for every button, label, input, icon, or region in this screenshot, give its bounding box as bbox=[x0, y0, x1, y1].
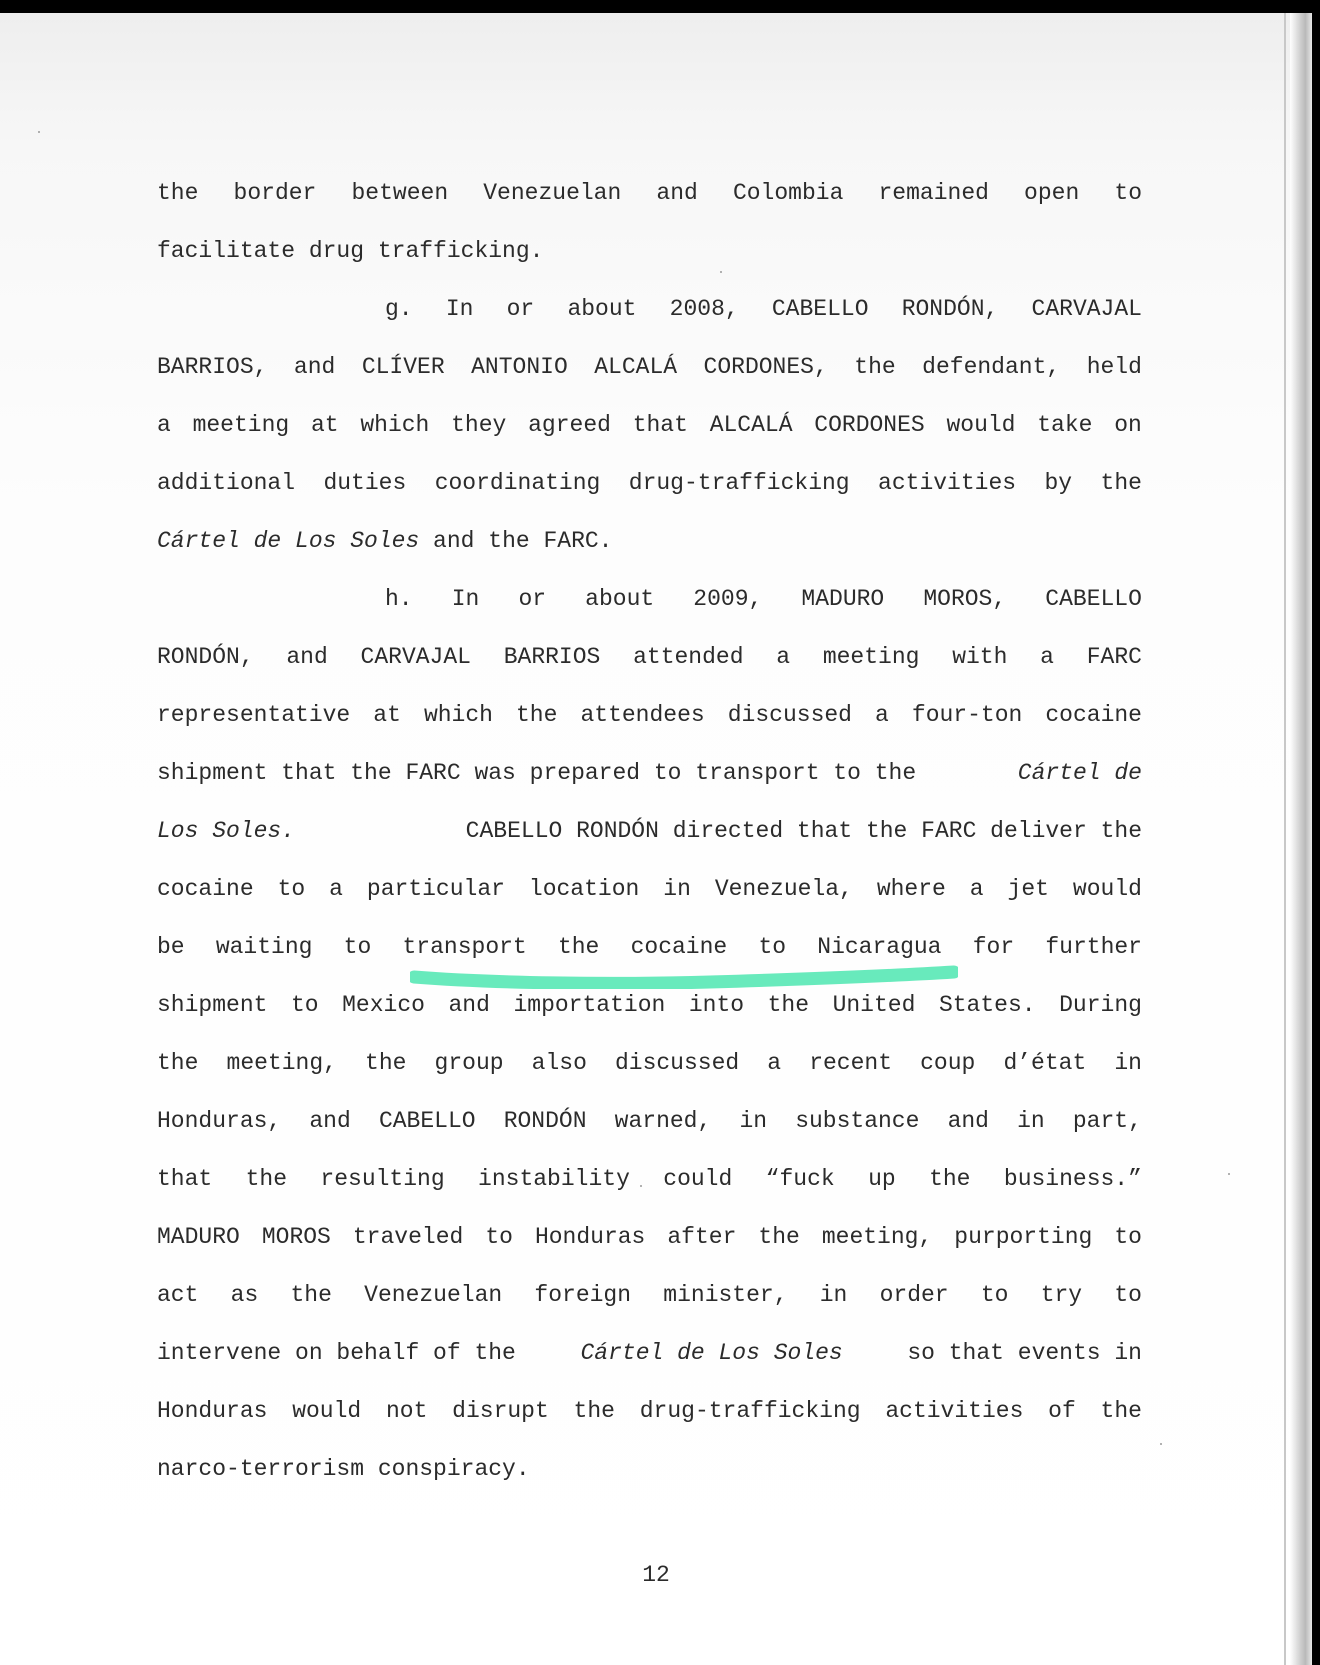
word: United bbox=[832, 992, 916, 1018]
word: in bbox=[819, 1282, 848, 1308]
word: warned, bbox=[614, 1108, 712, 1134]
word: take bbox=[1037, 412, 1093, 438]
italic-segment: Cártel de Los Soles bbox=[580, 1340, 843, 1366]
word: importation bbox=[513, 992, 666, 1018]
italic-segment: Cártel de bbox=[1017, 760, 1142, 786]
word: would bbox=[946, 412, 1016, 438]
scan-speck bbox=[720, 271, 722, 273]
word: coordinating bbox=[434, 470, 601, 496]
word: at bbox=[373, 702, 401, 728]
word: Mexico bbox=[342, 992, 425, 1018]
word: CORDONES bbox=[814, 412, 925, 438]
word: Venezuelan bbox=[483, 180, 622, 206]
text-segment: and the FARC. bbox=[419, 528, 613, 554]
word: 2009, bbox=[693, 586, 763, 612]
word: cocaine bbox=[157, 876, 254, 902]
text-line bbox=[157, 990, 1142, 1020]
text-line bbox=[157, 1222, 1142, 1252]
word: in bbox=[663, 876, 691, 902]
text-line bbox=[157, 816, 1142, 846]
word: to bbox=[1114, 1224, 1142, 1250]
word: between bbox=[351, 180, 449, 206]
word: to bbox=[277, 876, 306, 902]
word: open bbox=[1024, 180, 1080, 206]
word: agreed bbox=[528, 412, 611, 438]
word: disrupt bbox=[452, 1398, 549, 1424]
word: which bbox=[360, 412, 430, 438]
word: CARVAJAL bbox=[360, 644, 471, 670]
scan-speck bbox=[1160, 1443, 1162, 1445]
word: be bbox=[157, 934, 185, 960]
word: the bbox=[245, 1166, 288, 1192]
word: the bbox=[157, 180, 199, 206]
word: would bbox=[1072, 876, 1142, 902]
word: instability bbox=[478, 1166, 630, 1192]
text-line bbox=[157, 352, 1142, 382]
text-line bbox=[157, 1396, 1142, 1426]
word: foreign bbox=[534, 1282, 632, 1308]
word: where bbox=[876, 876, 946, 902]
word: activities bbox=[885, 1398, 1024, 1424]
word: Venezuela, bbox=[714, 876, 853, 902]
word: RONDÓN bbox=[503, 1108, 587, 1134]
word: CORDONES, bbox=[703, 354, 828, 380]
italic-segment: Los Soles. bbox=[157, 818, 296, 844]
text-line bbox=[157, 874, 1142, 904]
scan-edge-shadow bbox=[1290, 13, 1312, 1665]
word: CABELLO bbox=[771, 296, 869, 322]
word: in bbox=[1017, 1108, 1045, 1134]
word: particular bbox=[366, 876, 505, 902]
word: in bbox=[1114, 1050, 1142, 1076]
word: with bbox=[952, 644, 1008, 670]
word: by bbox=[1044, 470, 1073, 496]
word: Venezuelan bbox=[364, 1282, 503, 1308]
word: a bbox=[767, 1050, 782, 1076]
word: the bbox=[290, 1282, 332, 1308]
word: about bbox=[567, 296, 637, 322]
word: also bbox=[531, 1050, 587, 1076]
word: could bbox=[663, 1166, 733, 1192]
word: a bbox=[1040, 644, 1054, 670]
word: and bbox=[309, 1108, 351, 1134]
page-number: 12 bbox=[642, 1562, 670, 1588]
word: the bbox=[573, 1398, 615, 1424]
word: they bbox=[451, 412, 507, 438]
word: meeting bbox=[822, 644, 920, 670]
word: coup bbox=[920, 1050, 976, 1076]
word: MOROS bbox=[261, 1224, 331, 1250]
word: waiting bbox=[215, 934, 313, 960]
word: Nicaragua bbox=[817, 934, 942, 960]
word: the bbox=[557, 934, 600, 960]
text-segment: shipment that the FARC was prepared to transport to the bbox=[157, 760, 930, 786]
word: to bbox=[980, 1282, 1009, 1308]
word: discussed bbox=[614, 1050, 740, 1076]
word: to bbox=[1114, 1282, 1142, 1308]
text-line bbox=[157, 1454, 1142, 1484]
word: activities bbox=[878, 470, 1017, 496]
word: to bbox=[758, 934, 787, 960]
word: In bbox=[451, 586, 480, 612]
word: the bbox=[157, 1050, 199, 1076]
word: RONDÓN, bbox=[901, 296, 999, 322]
word: CABELLO bbox=[1045, 586, 1142, 612]
word: FARC bbox=[1086, 644, 1142, 670]
word: the bbox=[516, 702, 558, 728]
word: act bbox=[157, 1282, 199, 1308]
word: attendees bbox=[580, 702, 705, 728]
word: border bbox=[233, 180, 317, 206]
word: part, bbox=[1072, 1108, 1142, 1134]
word: representative bbox=[157, 702, 351, 728]
word: duties bbox=[323, 470, 407, 496]
word: to bbox=[1114, 180, 1142, 206]
word: Honduras bbox=[157, 1398, 268, 1424]
word: 2008, bbox=[669, 296, 739, 322]
word: traveled bbox=[352, 1224, 464, 1250]
word: the bbox=[854, 354, 896, 380]
word: further bbox=[1045, 934, 1142, 960]
word: or bbox=[518, 586, 547, 612]
scan-speck bbox=[640, 1185, 642, 1187]
word: the bbox=[1100, 1398, 1142, 1424]
word: business.” bbox=[1003, 1166, 1142, 1192]
word: jet bbox=[1007, 876, 1049, 902]
word: CABELLO bbox=[378, 1108, 476, 1134]
word: that bbox=[632, 412, 688, 438]
word: remained bbox=[878, 180, 989, 206]
word: In bbox=[445, 296, 474, 322]
text-line bbox=[157, 410, 1142, 440]
word: ANTONIO bbox=[471, 354, 568, 380]
word: and bbox=[293, 354, 336, 380]
word: minister, bbox=[663, 1282, 788, 1308]
word: in bbox=[739, 1108, 768, 1134]
word: ALCALÁ bbox=[594, 354, 678, 380]
word: transport bbox=[402, 934, 527, 960]
text-line bbox=[157, 700, 1142, 730]
text-line bbox=[157, 1338, 1142, 1368]
text-line bbox=[157, 1048, 1142, 1078]
word: the bbox=[929, 1166, 971, 1192]
word: after bbox=[667, 1224, 737, 1250]
word: a bbox=[776, 644, 791, 670]
highlighter-mark bbox=[410, 963, 958, 989]
text-line bbox=[157, 1280, 1142, 1310]
text-line bbox=[157, 468, 1142, 498]
word: the bbox=[767, 992, 810, 1018]
word: about bbox=[585, 586, 655, 612]
word: as bbox=[230, 1282, 259, 1308]
word: and bbox=[947, 1108, 989, 1134]
word: MADURO bbox=[801, 586, 885, 612]
word: a bbox=[969, 876, 984, 902]
word: a bbox=[329, 876, 343, 902]
word: additional bbox=[157, 470, 296, 496]
word: group bbox=[434, 1050, 504, 1076]
word: order bbox=[879, 1282, 949, 1308]
word: the bbox=[365, 1050, 407, 1076]
word: drug-trafficking bbox=[639, 1398, 861, 1424]
word: BARRIOS, bbox=[157, 354, 268, 380]
word: cocaine bbox=[630, 934, 728, 960]
word: Honduras bbox=[534, 1224, 646, 1250]
word: facilitate drug trafficking. bbox=[157, 238, 544, 264]
word: not bbox=[385, 1398, 428, 1424]
word: BARRIOS bbox=[503, 644, 601, 670]
word: recent bbox=[809, 1050, 893, 1076]
word: meeting, bbox=[821, 1224, 933, 1250]
italic-segment: Cártel de Los Soles bbox=[157, 528, 420, 554]
word: the bbox=[758, 1224, 800, 1250]
text-segment: so that events in bbox=[893, 1340, 1142, 1366]
word: drug-trafficking bbox=[628, 470, 850, 496]
word: d’état bbox=[1003, 1050, 1087, 1076]
word: cocaine bbox=[1045, 702, 1142, 728]
scan-speck bbox=[38, 131, 40, 133]
text-segment: intervene on behalf of the bbox=[157, 1340, 530, 1366]
text-line bbox=[157, 758, 1142, 788]
word: MOROS, bbox=[923, 586, 1007, 612]
text-line bbox=[157, 1164, 1142, 1194]
word: try bbox=[1040, 1282, 1083, 1308]
scan-speck bbox=[1228, 1173, 1230, 1175]
text-line bbox=[157, 584, 1142, 614]
word: four-ton bbox=[911, 702, 1023, 728]
scan-edge-line bbox=[1284, 13, 1286, 1665]
text-line bbox=[157, 236, 1142, 266]
word: a bbox=[157, 412, 171, 438]
scanned-page bbox=[0, 13, 1312, 1665]
word: would bbox=[292, 1398, 362, 1424]
word: held bbox=[1086, 354, 1142, 380]
text-line bbox=[157, 526, 1142, 556]
text-segment: CABELLO RONDÓN directed that the FARC deliver the bbox=[438, 818, 1142, 844]
word: MADURO bbox=[157, 1224, 240, 1250]
text-line bbox=[157, 1106, 1142, 1136]
text-line bbox=[157, 178, 1142, 208]
text-line bbox=[157, 642, 1142, 672]
word: discussed bbox=[727, 702, 852, 728]
word: which bbox=[423, 702, 493, 728]
word: location bbox=[528, 876, 640, 902]
word: at bbox=[310, 412, 339, 438]
word: of bbox=[1048, 1398, 1076, 1424]
word: the bbox=[1100, 470, 1142, 496]
word: h. bbox=[385, 586, 413, 612]
word: to bbox=[290, 992, 319, 1018]
word: purporting bbox=[954, 1224, 1093, 1250]
word: substance bbox=[795, 1108, 920, 1134]
word: for bbox=[972, 934, 1015, 960]
word: a bbox=[875, 702, 889, 728]
word: and bbox=[656, 180, 698, 206]
text-line bbox=[157, 294, 1142, 324]
word: shipment bbox=[157, 992, 268, 1018]
word: “fuck bbox=[765, 1166, 835, 1192]
word: to bbox=[485, 1224, 513, 1250]
word: CLÍVER bbox=[361, 354, 445, 380]
word: resulting bbox=[320, 1166, 445, 1192]
word: and bbox=[448, 992, 490, 1018]
word: and bbox=[286, 644, 328, 670]
word: ALCALÁ bbox=[709, 412, 793, 438]
word: to bbox=[343, 934, 372, 960]
word: g. bbox=[385, 296, 413, 322]
word: During bbox=[1059, 992, 1142, 1018]
word: that bbox=[157, 1166, 213, 1192]
word: meeting bbox=[192, 412, 290, 438]
word: attended bbox=[633, 644, 744, 670]
word: defendant, bbox=[922, 354, 1061, 380]
word: up bbox=[868, 1166, 896, 1192]
word: CARVAJAL bbox=[1031, 296, 1142, 322]
word: narco-terrorism conspiracy. bbox=[157, 1456, 530, 1482]
word: into bbox=[688, 992, 745, 1018]
text-line bbox=[157, 932, 1142, 962]
word: or bbox=[506, 296, 535, 322]
word: States. bbox=[938, 992, 1036, 1018]
word: meeting, bbox=[226, 1050, 337, 1076]
word: Honduras, bbox=[157, 1108, 282, 1134]
word: RONDÓN, bbox=[157, 644, 254, 670]
word: Colombia bbox=[732, 180, 844, 206]
word: on bbox=[1114, 412, 1142, 438]
